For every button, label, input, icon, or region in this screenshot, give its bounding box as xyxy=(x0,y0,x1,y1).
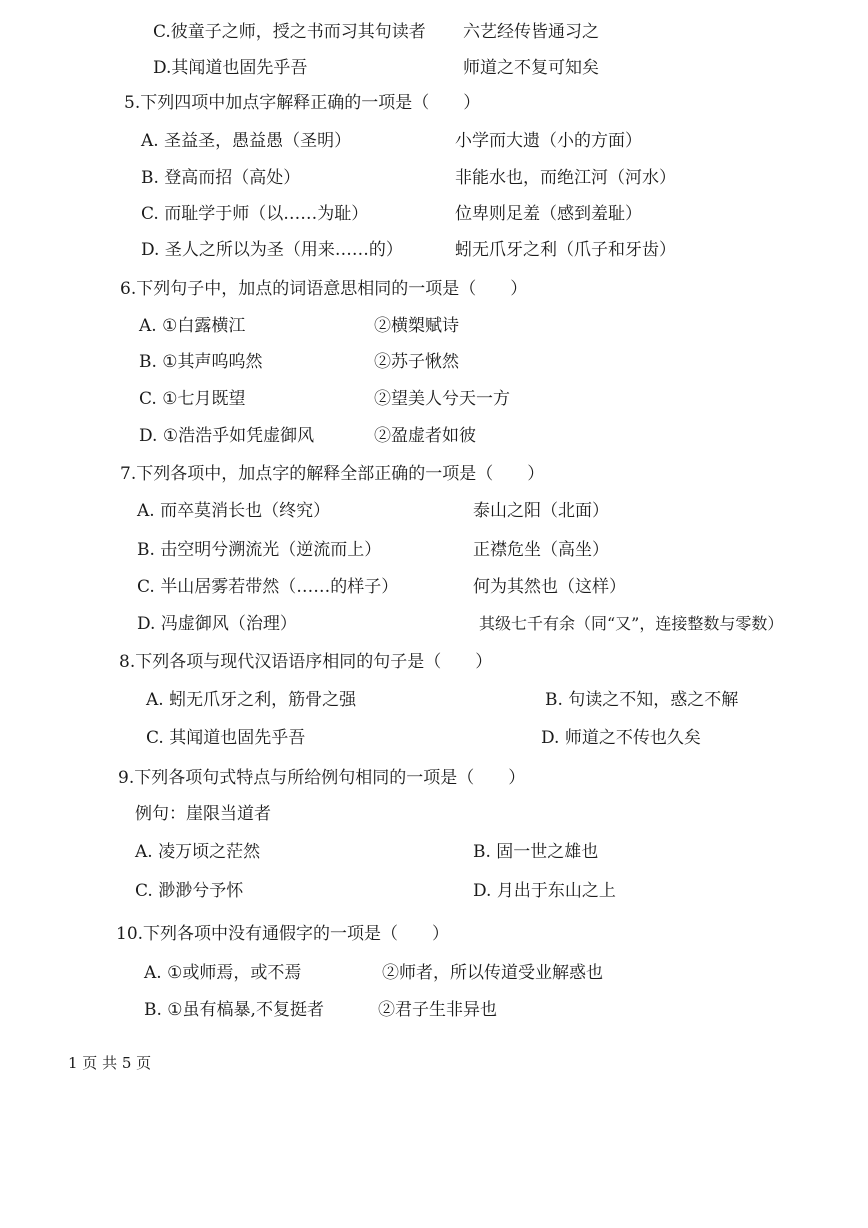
q9-option-c: C. 渺渺兮予怀 xyxy=(135,881,244,901)
q10-option-b: B. ①虽有槁暴,不复挺者 xyxy=(144,1000,324,1020)
q7-option-c: C. 半山居雾若带然（……的样子） xyxy=(137,577,399,597)
q9-option-d: D. 月出于东山之上 xyxy=(473,881,616,901)
q10-option-a: A. ①或师焉，或不焉 xyxy=(144,963,302,983)
q6-option-b: B. ①其声呜呜然 xyxy=(139,352,263,372)
q9-option-a: A. 凌万顷之茫然 xyxy=(135,842,261,862)
question-9: 9.下列各项句式特点与所给例句相同的一项是（ ） xyxy=(118,768,526,788)
q6-option-b-right: ②苏子愀然 xyxy=(374,352,459,372)
option-c-line: C.彼童子之师，授之书而习其句读者 xyxy=(153,22,426,42)
q5-option-b-right: 非能水也，而绝江河（河水） xyxy=(455,168,676,188)
q6-option-c-right: ②望美人兮天一方 xyxy=(374,389,510,409)
q8-option-d: D. 师道之不传也久矣 xyxy=(541,728,701,748)
q7-option-b-right: 正襟危坐（高坐） xyxy=(473,540,609,560)
q7-option-a-right: 泰山之阳（北面） xyxy=(473,501,609,521)
q5-option-c: C. 而耻学于师（以……为耻） xyxy=(141,204,369,224)
option-d-line: D.其闻道也固先乎吾 xyxy=(153,58,308,78)
question-6: 6.下列句子中，加点的词语意思相同的一项是（ ） xyxy=(120,279,528,299)
q7-option-d: D. 冯虚御风（治理） xyxy=(137,614,297,634)
q8-option-b: B. 句读之不知，惑之不解 xyxy=(545,690,739,710)
q6-option-d-right: ②盈虚者如彼 xyxy=(374,426,476,446)
question-7: 7.下列各项中，加点字的解释全部正确的一项是（ ） xyxy=(120,464,545,484)
question-5: 5.下列四项中加点字解释正确的一项是（ ） xyxy=(124,93,481,113)
q7-option-a: A. 而卒莫消长也（终究） xyxy=(137,501,331,521)
q6-option-a: A. ①白露横江 xyxy=(139,316,246,336)
q5-option-a: A. 圣益圣，愚益愚（圣明） xyxy=(141,131,352,151)
q6-option-c: C. ①七月既望 xyxy=(139,389,246,409)
question-8: 8.下列各项与现代汉语语序相同的句子是（ ） xyxy=(119,652,493,672)
q5-option-c-right: 位卑则足羞（感到羞耻） xyxy=(455,204,642,224)
option-c-line-right: 六艺经传皆通习之 xyxy=(463,22,599,42)
q9-option-b: B. 固一世之雄也 xyxy=(473,842,599,862)
q7-option-c-right: 何为其然也（这样） xyxy=(473,577,626,597)
q7-option-d-right: 其级七千有余（同“又”，连接整数与零数） xyxy=(479,614,784,633)
q5-option-b: B. 登高而招（高处） xyxy=(141,168,301,188)
q7-option-b: B. 击空明兮溯流光（逆流而上） xyxy=(137,540,382,560)
q8-option-c: C. 其闻道也固先乎吾 xyxy=(146,728,306,748)
q5-option-d-right: 蚓无爪牙之利（爪子和牙齿） xyxy=(455,240,676,260)
q5-option-a-right: 小学而大遗（小的方面） xyxy=(455,131,642,151)
q6-option-a-right: ②横槊赋诗 xyxy=(374,316,459,336)
q9-example: 例句：崖限当道者 xyxy=(135,804,271,824)
q5-option-d: D. 圣人之所以为圣（用来……的） xyxy=(141,240,403,260)
option-d-line-right: 师道之不复可知矣 xyxy=(463,58,599,78)
q10-option-a-right: ②师者，所以传道受业解惑也 xyxy=(382,963,603,983)
question-10: 10.下列各项中没有通假字的一项是（ ） xyxy=(116,924,450,944)
q6-option-d: D. ①浩浩乎如凭虚御风 xyxy=(139,426,315,446)
q10-option-b-right: ②君子生非异也 xyxy=(378,1000,497,1020)
page-footer: 1 页 共 5 页 xyxy=(68,1054,152,1072)
q8-option-a: A. 蚓无爪牙之利，筋骨之强 xyxy=(146,690,357,710)
